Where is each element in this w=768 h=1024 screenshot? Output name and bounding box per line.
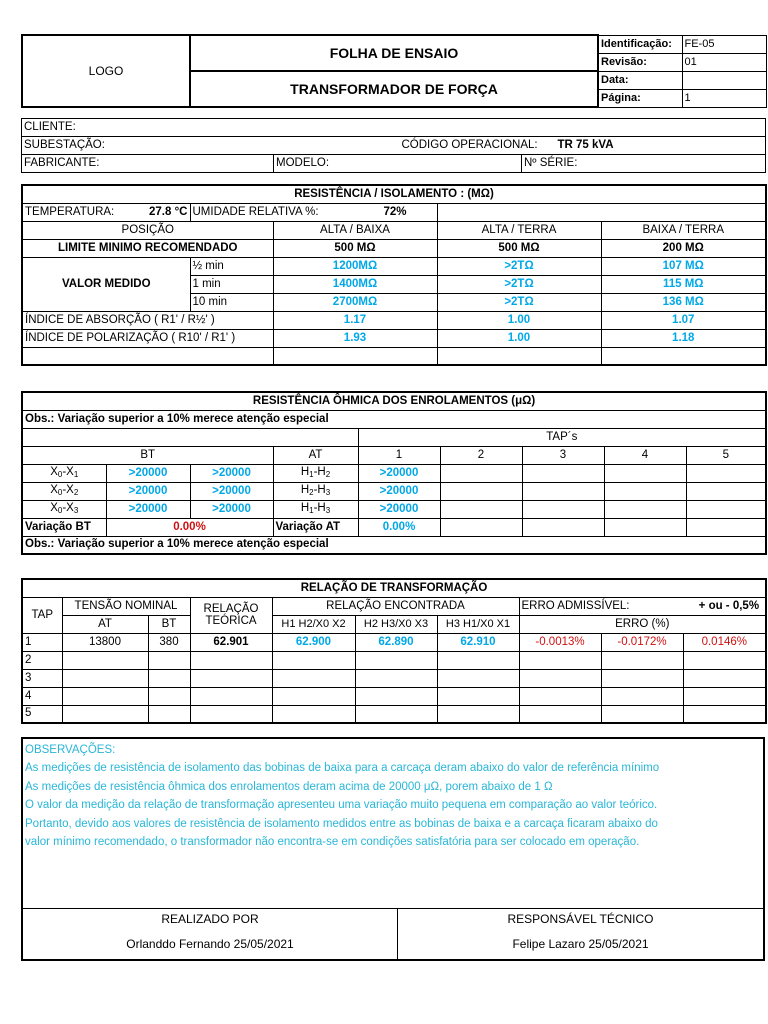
- page-label: Página:: [598, 89, 682, 107]
- bt-resistance-value: >20000: [106, 500, 190, 518]
- empty-cell: [522, 482, 604, 500]
- logo-placeholder: LOGO: [22, 35, 190, 107]
- bt-resistance-value: >20000: [190, 464, 273, 482]
- header-table: [21, 34, 767, 108]
- temperature-cell: [22, 203, 190, 221]
- ident-value: FE-05: [682, 35, 766, 53]
- empty-cell: [273, 347, 437, 365]
- winding-obs-bottom: Obs.: Variação superior a 10% merece atenção especial: [22, 536, 766, 554]
- found-ratio: [272, 705, 355, 723]
- observation-line: As medições de resistência ôhmica dos enrolamentos deram acima de 20000 μΩ, porem abaixo de 1 Ω: [25, 780, 553, 793]
- found-ratio: [437, 705, 519, 723]
- tap-number: 2: [440, 446, 522, 464]
- found-ratio: [355, 669, 437, 687]
- at-variation-label: Variação AT: [273, 518, 358, 536]
- nominal-voltage-header: TENSÃO NOMINAL: [62, 597, 190, 615]
- found-ratio: 62.910: [437, 633, 519, 651]
- found-ratio: [437, 651, 519, 669]
- bt-voltage: [148, 651, 190, 669]
- min-limit-value: 200 MΩ: [601, 239, 766, 257]
- observation-line: As medições de resistência de isolamento das bobinas de baixa para a carcaça deram abaixo do valor de referência mínimo: [25, 762, 660, 775]
- error-percent: [683, 669, 766, 687]
- found-ratio: [355, 687, 437, 705]
- error-percent: [601, 705, 683, 723]
- tap-number: 4: [604, 446, 686, 464]
- ratio-col-header: H3 H1/X0 X1: [437, 615, 519, 633]
- at-voltage-header: AT: [62, 615, 148, 633]
- ratio-row: [22, 705, 766, 723]
- rev-value: 01: [682, 53, 766, 71]
- humidity-cell: [190, 203, 437, 221]
- empty-cell: [522, 518, 604, 536]
- operational-code-value: TR 75 kVA: [557, 139, 614, 151]
- at-voltage: 13800: [62, 633, 148, 651]
- error-percent: -0.0013%: [519, 633, 601, 651]
- empty-cell: [686, 464, 766, 482]
- doc-subtitle: TRANSFORMADOR DE FORÇA: [190, 71, 598, 107]
- operational-code-field: [401, 137, 766, 155]
- date-value: [682, 71, 766, 89]
- at-winding-label: $H_2-H_3$: [273, 482, 358, 500]
- at-resistance-value: >20000: [358, 464, 440, 482]
- at-variation-value: 0.00%: [358, 518, 440, 536]
- ratio-col-header: H1 H2/X0 X2: [272, 615, 355, 633]
- empty-cell: [601, 347, 766, 365]
- manufacturer-field: FABRICANTE:: [22, 155, 274, 173]
- page-value: 1: [682, 89, 766, 107]
- error-percent: [519, 687, 601, 705]
- time-label: 1 min: [190, 275, 273, 293]
- error-percent: [601, 651, 683, 669]
- polarization-index-value: 1.93: [273, 329, 437, 347]
- error-percent: [601, 669, 683, 687]
- bt-winding-label: $X_0-X_3$: [22, 500, 106, 518]
- ratio-title: RELAÇÃO DE TRANSFORMAÇÃO: [22, 579, 766, 597]
- bt-winding-label: $X_0-X_1$: [22, 464, 106, 482]
- performed-by-label: REALIZADO POR: [161, 912, 259, 926]
- min-limit-value: 500 MΩ: [437, 239, 601, 257]
- found-ratio: 62.890: [355, 633, 437, 651]
- tap-number: 3: [522, 446, 604, 464]
- bt-variation-value: 0.00%: [106, 518, 273, 536]
- polarization-index-value: 1.00: [437, 329, 601, 347]
- measured-value-label: VALOR MEDIDO: [22, 257, 190, 311]
- position-header: POSIÇÃO: [22, 221, 273, 239]
- error-percent: [519, 669, 601, 687]
- ident-label: Identificação:: [598, 35, 682, 53]
- temperature-value: 27.8 °C: [149, 205, 188, 218]
- bt-variation-label: Variação BT: [22, 518, 106, 536]
- theoretical-ratio: [190, 687, 272, 705]
- error-percent: [601, 687, 683, 705]
- insulation-table: [21, 184, 767, 366]
- at-voltage: [62, 705, 148, 723]
- measured-value: >2TΩ: [437, 275, 601, 293]
- bt-header: BT: [22, 446, 273, 464]
- model-field: MODELO:: [274, 155, 522, 173]
- observation-line: valor mínimo recomendado, o transformador não encontra-se em condições satisfatória para ser colocado em operação.: [25, 836, 640, 849]
- bt-voltage-header: BT: [148, 615, 190, 633]
- error-percent: [683, 687, 766, 705]
- measured-value: 136 MΩ: [601, 293, 766, 311]
- found-ratio: [272, 687, 355, 705]
- absorption-index-value: 1.00: [437, 311, 601, 329]
- winding-resistance-table: [21, 391, 767, 555]
- humidity-value: 72%: [383, 205, 407, 218]
- absorption-index-value: 1.17: [273, 311, 437, 329]
- admissible-error-label: ERRO ADMISSÍVEL:: [521, 599, 630, 612]
- winding-obs-top: Obs.: Variação superior a 10% merece atenção especial: [22, 410, 766, 428]
- error-percent: [683, 705, 766, 723]
- found-ratio-header: RELAÇÃO ENCONTRADA: [272, 597, 519, 615]
- ratio-col-header: H2 H3/X0 X3: [355, 615, 437, 633]
- col-header-baixa-terra: BAIXA / TERRA: [601, 221, 766, 239]
- empty-cell: [522, 500, 604, 518]
- measured-value: 107 MΩ: [601, 257, 766, 275]
- found-ratio: [272, 669, 355, 687]
- at-resistance-value: >20000: [358, 482, 440, 500]
- polarization-index-value: 1.18: [601, 329, 766, 347]
- doc-title: FOLHA DE ENSAIO: [190, 35, 598, 71]
- at-resistance-value: >20000: [358, 500, 440, 518]
- tap-number: 1: [358, 446, 440, 464]
- at-winding-label: $H_1-H_3$: [273, 500, 358, 518]
- error-percent: 0.0146%: [683, 633, 766, 651]
- technical-responsible-block: [398, 909, 763, 959]
- bt-voltage: 380: [148, 633, 190, 651]
- measured-value: 2700MΩ: [273, 293, 437, 311]
- at-header: AT: [273, 446, 358, 464]
- error-header: ERRO (%): [519, 615, 766, 633]
- observations-label: OBSERVAÇÕES:: [25, 744, 116, 756]
- signature-row: [23, 908, 763, 959]
- empty-cell: [440, 464, 522, 482]
- empty-cell: [686, 482, 766, 500]
- empty-cell: [604, 482, 686, 500]
- found-ratio: [437, 687, 519, 705]
- error-percent: [519, 705, 601, 723]
- date-label: Data:: [598, 71, 682, 89]
- substation-field: SUBESTAÇÃO:: [22, 137, 522, 155]
- measured-value: 1400MΩ: [273, 275, 437, 293]
- winding-resistance-title: RESISTÊNCIA ÔHMICA DOS ENROLAMENTOS (μΩ): [22, 392, 766, 410]
- polarization-index-label: ÍNDICE DE POLARIZAÇÃO ( R10' / R1' ): [22, 329, 273, 347]
- col-header-alta-terra: ALTA / TERRA: [437, 221, 601, 239]
- bt-resistance-value: >20000: [190, 482, 273, 500]
- time-label: 10 min: [190, 293, 273, 311]
- empty-cell: [440, 518, 522, 536]
- bt-voltage: [148, 687, 190, 705]
- ratio-table: [21, 578, 767, 724]
- measured-value: >2TΩ: [437, 257, 601, 275]
- measured-value: 115 MΩ: [601, 275, 766, 293]
- client-field: CLIENTE:: [22, 119, 766, 137]
- bt-resistance-value: >20000: [106, 482, 190, 500]
- tap-number: 5: [686, 446, 766, 464]
- admissible-error-cell: [519, 597, 766, 615]
- measured-value: >2TΩ: [437, 293, 601, 311]
- empty-cell: [686, 500, 766, 518]
- tap-number: 1: [22, 633, 62, 651]
- tap-number: 3: [22, 669, 62, 687]
- theoretical-ratio-header: [190, 597, 272, 633]
- ratio-row: [22, 651, 766, 669]
- empty-cell: [22, 347, 273, 365]
- observations-box: [21, 737, 765, 961]
- found-ratio: [355, 651, 437, 669]
- error-percent: [683, 651, 766, 669]
- performed-by-name: Orlanddo Fernando 25/05/2021: [126, 937, 294, 951]
- theoretical-ratio: [190, 651, 272, 669]
- serial-field: Nº SÉRIE:: [522, 155, 766, 173]
- tap-number: 5: [22, 705, 62, 723]
- min-limit-label: LIMITE MINIMO RECOMENDADO: [22, 239, 273, 257]
- tap-header: TAP: [22, 597, 62, 633]
- theoretical-ratio: [190, 705, 272, 723]
- found-ratio: [272, 651, 355, 669]
- technical-responsible-label: RESPONSÁVEL TÉCNICO: [507, 912, 654, 926]
- admissible-error-value: + ou - 0,5%: [698, 599, 760, 612]
- client-table: [21, 118, 766, 173]
- operational-code-label: CÓDIGO OPERACIONAL:: [401, 139, 538, 151]
- empty-cell: [437, 347, 601, 365]
- bt-winding-label: $X_0-X_2$: [22, 482, 106, 500]
- ratio-row: [22, 669, 766, 687]
- at-winding-label: $H_1-H_2$: [273, 464, 358, 482]
- min-limit-value: 500 MΩ: [273, 239, 437, 257]
- found-ratio: [355, 705, 437, 723]
- bt-voltage: [148, 705, 190, 723]
- theoretical-ratio: [190, 669, 272, 687]
- ratio-row: [22, 633, 766, 651]
- at-voltage: [62, 669, 148, 687]
- bt-resistance-value: >20000: [190, 500, 273, 518]
- tap-number: 2: [22, 651, 62, 669]
- bt-voltage: [148, 669, 190, 687]
- measured-value: 1200MΩ: [273, 257, 437, 275]
- bt-resistance-value: >20000: [106, 464, 190, 482]
- observations-text: [25, 741, 759, 851]
- absorption-index-label: ÍNDICE DE ABSORÇÃO ( R1' / R½' ): [22, 311, 273, 329]
- at-voltage: [62, 651, 148, 669]
- technical-responsible-name: Felipe Lazaro 25/05/2021: [512, 937, 649, 951]
- tap-number: 4: [22, 687, 62, 705]
- empty-cell: [604, 500, 686, 518]
- empty-cell: [604, 464, 686, 482]
- taps-header: TAP´s: [358, 428, 766, 446]
- error-percent: [519, 651, 601, 669]
- empty-cell: [686, 518, 766, 536]
- found-ratio: [437, 669, 519, 687]
- performed-by-block: [23, 909, 398, 959]
- time-label: ½ min: [190, 257, 273, 275]
- at-voltage: [62, 687, 148, 705]
- observation-line: Portanto, devido aos valores de resistência de isolamento medidos entre as bobinas de baixa e a carcaça ficaram abaixo do: [25, 817, 658, 830]
- theoretical-ratio-label: RELAÇÃO TEÓRICA: [203, 603, 259, 627]
- ratio-row: [22, 687, 766, 705]
- empty-cell: [604, 518, 686, 536]
- theoretical-ratio: 62.901: [190, 633, 272, 651]
- empty-cell: [437, 203, 766, 221]
- temperature-label: TEMPERATURA:: [25, 205, 115, 218]
- col-header-alta-baixa: ALTA / BAIXA: [273, 221, 437, 239]
- empty-cell: [522, 464, 604, 482]
- humidity-label: UMIDADE RELATIVA %:: [192, 205, 319, 218]
- found-ratio: 62.900: [272, 633, 355, 651]
- absorption-index-value: 1.07: [601, 311, 766, 329]
- observation-line: O valor da medição da relação de transformação apresenteu uma variação muito pequena em comparação ao valor teórico.: [25, 799, 658, 812]
- empty-cell: [22, 428, 358, 446]
- empty-cell: [440, 500, 522, 518]
- error-percent: -0.0172%: [601, 633, 683, 651]
- rev-label: Revisão:: [598, 53, 682, 71]
- insulation-title: RESISTÊNCIA / ISOLAMENTO : (MΩ): [22, 185, 766, 203]
- empty-cell: [440, 482, 522, 500]
